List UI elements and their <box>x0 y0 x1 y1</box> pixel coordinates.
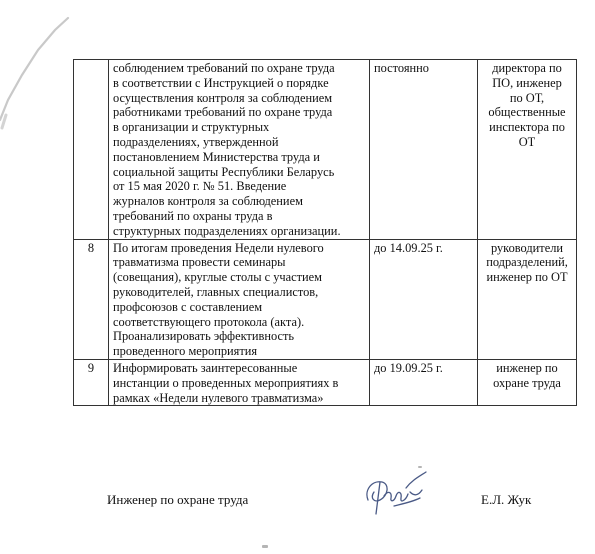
handwritten-signature <box>358 462 438 520</box>
text-line: работниками требований по охране труда <box>113 105 333 120</box>
text-line: требований по охраны труда в <box>113 208 273 223</box>
due-date-cell: постоянно <box>370 60 478 240</box>
text-line: (совещания), круглые столы с участием <box>113 270 323 285</box>
text-line: профсоюзов с составлением <box>113 299 263 314</box>
text-line: осуществления контроля за соблюдением <box>113 90 333 105</box>
signer-position-title: Инженер по охране труда <box>107 492 249 507</box>
text-line: соблюдением требований по охране труда <box>113 61 335 75</box>
measure-description-cell <box>109 60 370 240</box>
scan-dust-mark <box>262 545 268 548</box>
scan-dust-mark <box>418 466 422 468</box>
text-line: Проанализировать эффективность <box>113 329 295 344</box>
responsible-cell <box>478 60 577 240</box>
text-line: руководители <box>490 240 564 255</box>
text-line: инженер по ОТ <box>486 270 568 285</box>
text-line: ПО, инженер <box>492 75 562 90</box>
text-line: структурных подразделениях организации. <box>113 223 341 238</box>
text-line: подразделений, <box>486 255 568 270</box>
signer-name: Е.Л. Жук <box>481 492 532 507</box>
measures-table <box>73 59 577 406</box>
row-number-cell <box>74 60 109 240</box>
text-line: подразделениях, утвержденной <box>113 134 279 149</box>
text-line: Информировать заинтересованные <box>113 360 298 375</box>
due-date-cell: до 19.09.25 г. <box>370 359 478 405</box>
responsible-cell <box>478 359 577 405</box>
measure-description-cell <box>109 359 370 405</box>
due-date-cell: до 14.09.25 г. <box>370 239 478 359</box>
text-line: По итогам проведения Недели нулевого <box>113 240 324 255</box>
text-line: проведенного мероприятия <box>113 344 258 359</box>
text-line: директора по <box>492 61 562 75</box>
text-line: инженер по <box>496 360 558 375</box>
text-line: ОТ <box>518 134 536 149</box>
text-line: в соответствии с Инструкцией о порядке <box>113 75 329 90</box>
text-line: охране труда <box>493 375 561 390</box>
text-line: в организации и структурных <box>113 120 270 135</box>
text-line: по ОТ, <box>509 90 545 105</box>
measure-description-cell <box>109 239 370 359</box>
table-row <box>74 359 577 405</box>
text-line: постановлением Министерства труда и <box>113 149 320 164</box>
table-row <box>74 60 577 240</box>
text-line: инспектора по <box>489 120 565 135</box>
text-line: руководителей, главных специалистов, <box>113 284 319 299</box>
row-number-cell: 8 <box>74 239 109 359</box>
responsible-cell <box>478 239 577 359</box>
text-line: рамках «Недели нулевого травматизма» <box>113 390 324 405</box>
text-line: от 15 мая 2020 г. № 51. Введение <box>113 179 287 194</box>
table-row <box>74 239 577 359</box>
text-line: соответствующего протокола (акта). <box>113 314 305 329</box>
text-line: инстанции о проведенных мероприятиях в <box>113 375 339 390</box>
row-number-cell: 9 <box>74 359 109 405</box>
text-line: общественные <box>488 105 566 120</box>
text-line: журналов контроля за соблюдением <box>113 194 303 209</box>
text-line: социальной защиты Республики Беларусь <box>113 164 335 179</box>
text-line: травматизма провести семинары <box>113 255 286 270</box>
